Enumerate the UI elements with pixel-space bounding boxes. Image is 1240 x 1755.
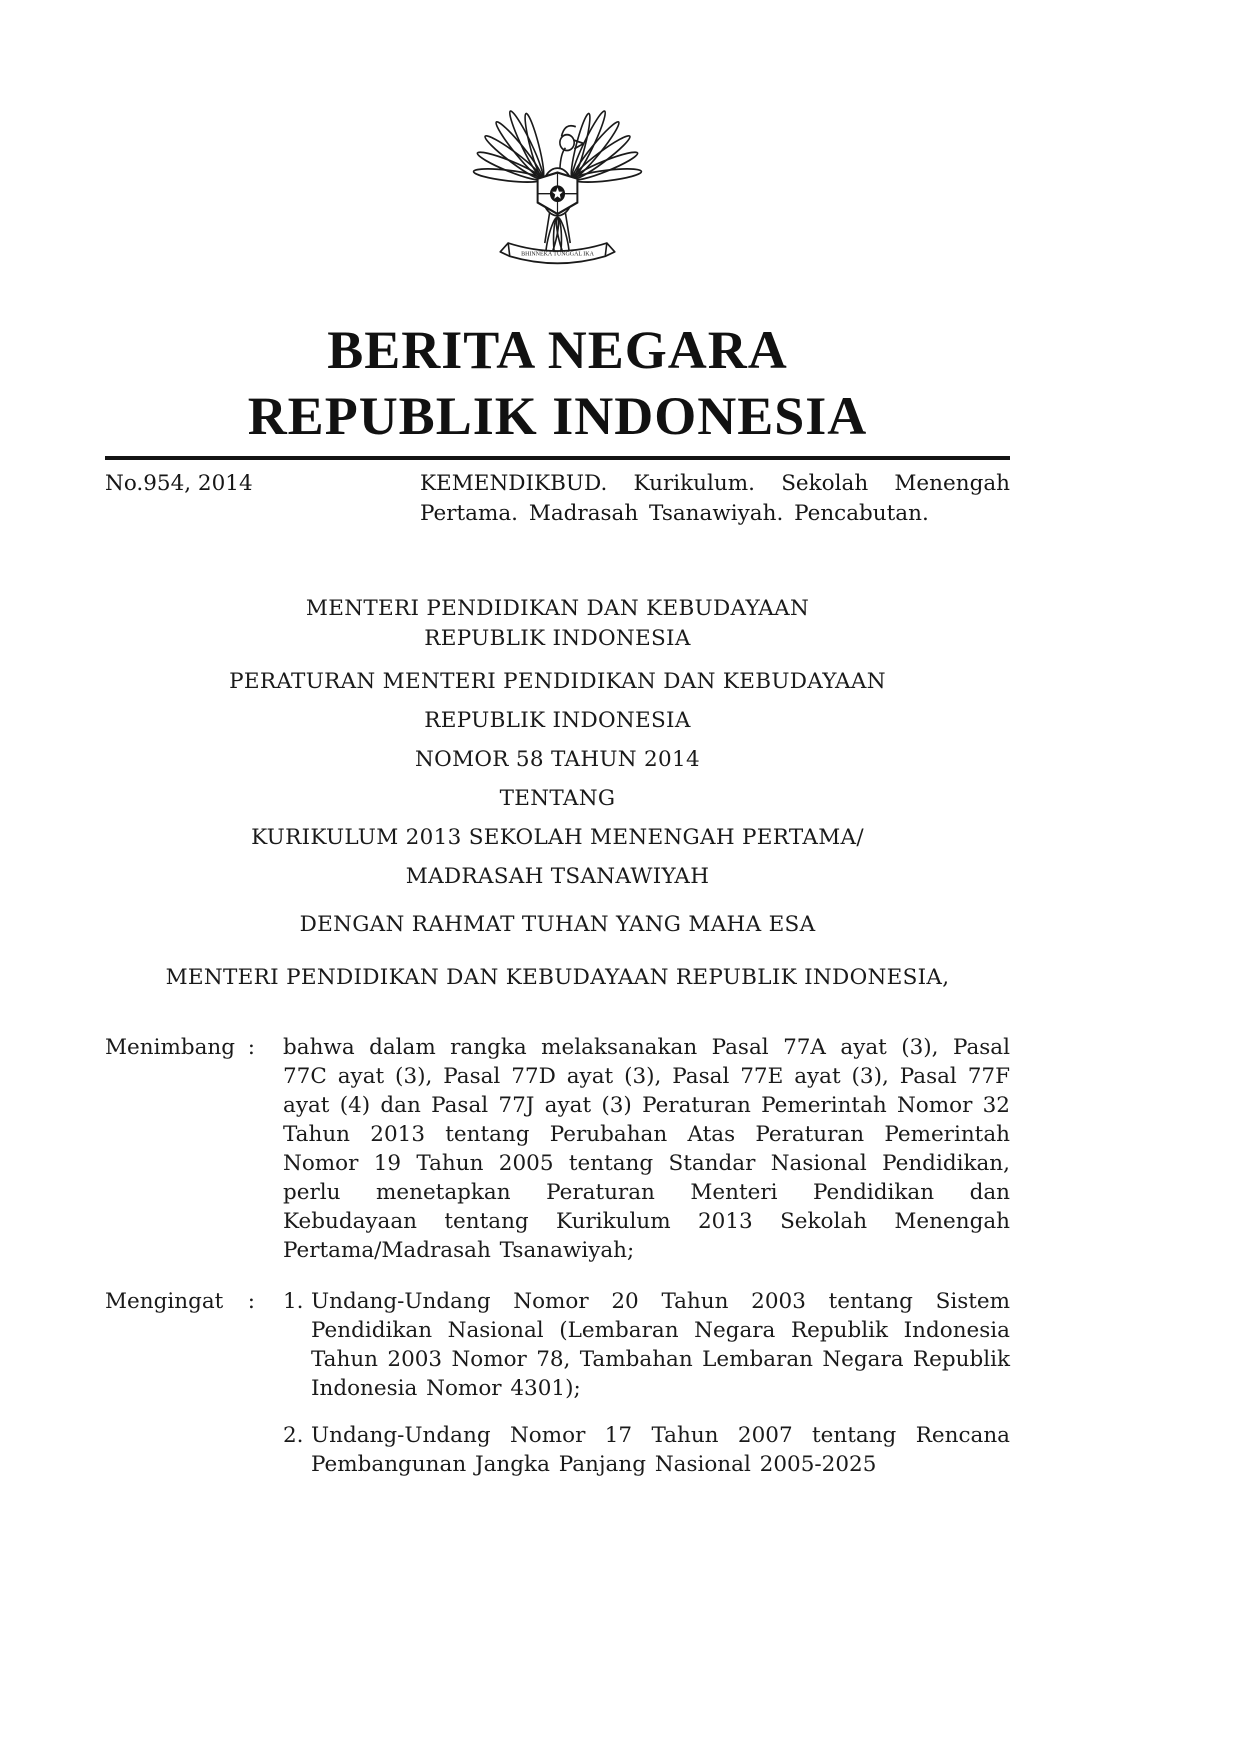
document-headings [105, 594, 1010, 989]
heading-regulation-line1: PERATURAN MENTERI PENDIDIKAN DAN KEBUDAYAAN [229, 668, 886, 694]
masthead-title [105, 318, 1010, 450]
legal-basis-item-text: Undang-Undang Nomor 17 Tahun 2007 tentang Rencana Pembangunan Jangka Panjang Nasional 2005-2025 [311, 1422, 1010, 1477]
emblem-motto: BHINNEKA TUNGGAL IKA [521, 250, 594, 258]
clause-gap [255, 1287, 283, 1479]
clause-menimbang [105, 1033, 1010, 1265]
gazette-info-row [105, 469, 1010, 529]
heading-ministry [105, 594, 1010, 654]
heading-ministry-line1: MENTERI PENDIDIKAN DAN KEBUDAYAAN [305, 595, 810, 621]
gazette-number: No.954, 2014 [105, 470, 253, 496]
legal-basis-item [283, 1421, 1010, 1479]
masthead-title-line2: REPUBLIK INDONESIA [247, 385, 868, 446]
page-content [105, 0, 1010, 1479]
masthead-title-line1: BERITA NEGARA [327, 320, 788, 380]
heading-about: TENTANG [499, 785, 616, 811]
heading-authority: MENTERI PENDIDIKAN DAN KEBUDAYAAN REPUBLIK INDONESIA, [165, 964, 950, 990]
legal-basis-item-number: 2. [283, 1422, 304, 1448]
garuda-pancasila-icon [470, 88, 645, 273]
heading-invocation: DENGAN RAHMAT TUHAN YANG MAHA ESA [299, 911, 816, 937]
heading-regulation-number: NOMOR 58 TAHUN 2014 [415, 746, 700, 772]
garuda-pancasila-emblem [468, 88, 648, 274]
clause-menimbang-colon: : [247, 1034, 255, 1060]
clause-mengingat [105, 1287, 1010, 1479]
clause-menimbang-label [105, 1033, 255, 1265]
clause-mengingat-label-text: Mengingat [105, 1288, 224, 1314]
heading-regulation-line2: REPUBLIK INDONESIA [424, 707, 691, 733]
heading-subject-line1: KURIKULUM 2013 SEKOLAH MENENGAH PERTAMA/ [251, 824, 864, 850]
legal-basis-item-number: 1. [283, 1288, 304, 1314]
legal-basis-item-text: Undang-Undang Nomor 20 Tahun 2003 tentang Sistem Pendidikan Nasional (Lembaran Negara Republik Indonesia Tahun 2003 Nomor 78, Tambahan Lembaran Negara Republik Indonesia Nomor 4301); [311, 1288, 1010, 1401]
clause-menimbang-text: bahwa dalam rangka melaksanakan Pasal 77A ayat (3), Pasal 77C ayat (3), Pasal 77D ayat (3), Pasal 77E ayat (3), Pasal 77F ayat (4) dan Pasal 77J ayat (3) Peraturan Pemerintah Nomor 32 Tahun 2013 tentang Perubahan Atas Peraturan Pemerintah Nomor 19 Tahun 2005 tentang Standar Nasional Pendidikan, perlu menetapkan Peraturan Menteri Pendidikan dan Kebudayaan tentang Kurikulum 2013 Sekolah Menengah Pertama/Madrasah Tsanawiyah; [283, 1034, 1010, 1263]
heading-ministry-line2: REPUBLIK INDONESIA [424, 625, 691, 651]
clause-mengingat-list [283, 1287, 1010, 1479]
clause-mengingat-label [105, 1287, 255, 1479]
clause-menimbang-label-text: Menimbang [105, 1034, 236, 1060]
heading-subject-line2: MADRASAH TSANAWIYAH [405, 863, 710, 889]
masthead-divider [105, 456, 1010, 460]
clause-mengingat-colon: : [247, 1288, 255, 1314]
clause-gap [255, 1033, 283, 1265]
legal-basis-item [283, 1287, 1010, 1403]
gazette-subject: KEMENDIKBUD. Kurikulum. Sekolah Menengah Pertama. Madrasah Tsanawiyah. Pencabutan. [420, 470, 1010, 526]
